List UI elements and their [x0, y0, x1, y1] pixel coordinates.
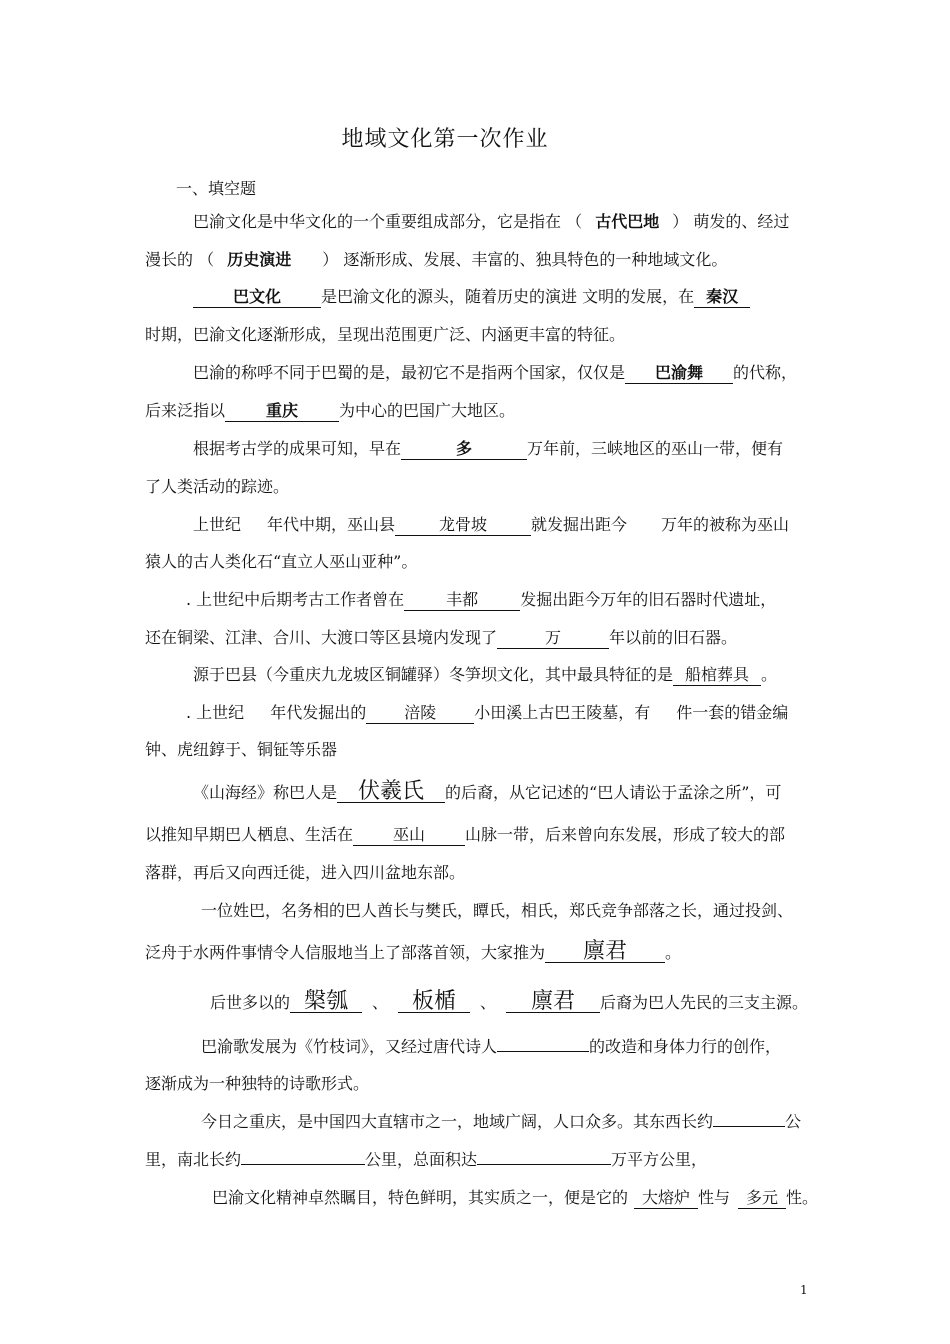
question-2-line-1: 巴文化 是巴渝文化的源头，随着历史的演进 文明的发展，在 秦汉 [193, 278, 750, 316]
answer-blank[interactable]: 廪君 [545, 942, 665, 963]
question-11: 后世多以的 槃瓠 、 板楯 、 廪君 后裔为巴人先民的三支主源。 [210, 989, 809, 1014]
answer-blank[interactable]: 巴文化 [193, 287, 321, 308]
answer-blank[interactable]: 槃瓠 [290, 992, 362, 1013]
question-9-line-3: 落群，再后又向西迁徙，进入四川盆地东部。 [145, 863, 466, 882]
answer-blank[interactable] [713, 1126, 785, 1127]
question-1-line-2: 漫长的 （ 历史演进 ） 逐渐形成、发展、丰富的、独具特色的一种地域文化。 [145, 250, 728, 269]
page-number: 1 [800, 1283, 808, 1297]
question-6-line-2: 还在铜梁、江津、合川、大渡口等区县境内发现了 万 年以前的旧石器。 [145, 628, 738, 647]
question-5-line-2: 猿人的古人类化石“直立人巫山亚种”。 [145, 552, 418, 571]
answer-blank[interactable]: 巫山 [353, 825, 465, 846]
question-8-line-2: 钟、虎纽錞于、铜钲等乐器 [145, 740, 338, 759]
answer-blank[interactable]: 多 [401, 439, 527, 460]
question-3-line-1: 巴渝的称呼不同于巴蜀的是，最初它不是指两个国家，仅仅是 巴渝舞 的代称， [193, 363, 798, 382]
question-10-line-2: 泛舟于水两件事情令人信服地当上了部落首领，大家推为 廪君 。 [145, 939, 682, 964]
answer-blank[interactable]: 历史演进 [227, 250, 292, 269]
answer-blank[interactable] [477, 1164, 611, 1165]
question-12-line-2: 逐渐成为一种独特的诗歌形式。 [145, 1074, 370, 1093]
answer-blank[interactable]: 板楯 [398, 992, 470, 1013]
question-13-line-1: 今日之重庆，是中国四大直辖市之一，地域广阔，人口众多。其东西长约 公 [201, 1112, 802, 1131]
question-7: 源于巴县（今重庆九龙坡区铜罐驿）冬笋坝文化，其中最具特征的是 船棺葬具 。 [193, 665, 778, 684]
answer-blank[interactable]: 伏羲氏 [337, 782, 445, 803]
answer-blank[interactable]: 廪君 [506, 992, 600, 1013]
question-2-line-2: 时期，巴渝文化逐渐形成，呈现出范围更广泛、内涵更丰富的特征。 [145, 325, 626, 344]
question-8-line-1: . 上世纪 年代发掘出的 涪陵 小田溪上古巴王陵墓，有 件一套的错金编 [186, 703, 789, 722]
question-13-line-2: 里，南北长约 公里，总面积达 万平方公里， [145, 1150, 708, 1169]
answer-blank[interactable]: 巴渝舞 [625, 363, 733, 384]
answer-blank[interactable]: 重庆 [225, 401, 339, 422]
question-6-line-1: . 上世纪中后期考古工作者曾在 丰都 发掘出距今万年的旧石器时代遗址， [186, 590, 777, 609]
answer-blank[interactable]: 龙骨坡 [395, 515, 531, 536]
page-title: 地域文化第一次作业 [341, 127, 549, 152]
question-5-line-1: 上世纪 年代中期，巫山县 龙骨坡 就发掘出距今 万年的被称为巫山 [193, 515, 790, 534]
question-1-line-1: 巴渝文化是中华文化的一个重要组成部分，它是指在 （ 古代巴地 ） 萌发的、经过 [193, 212, 790, 231]
section-heading: 一、填空题 [176, 179, 257, 198]
question-9-line-1: 《山海经》称巴人是 伏羲氏 的后裔，从它记述的“巴人请讼于孟涂之所”，可 [193, 779, 782, 804]
question-4-line-2: 了人类活动的踪迹。 [145, 477, 290, 496]
question-9-line-2: 以推知早期巴人栖息、生活在 巫山 山脉一带，后来曾向东发展，形成了较大的部 [145, 825, 786, 844]
answer-blank[interactable]: 大熔炉 [634, 1188, 698, 1209]
question-10-line-1: 一位姓巴，名务相的巴人酋长与樊氏，瞫氏，相氏，郑氏竞争部落之长，通过投剑、 [201, 901, 794, 920]
answer-blank[interactable]: 船棺葬具 [673, 665, 761, 686]
answer-blank[interactable]: 涪陵 [366, 703, 474, 724]
question-14: 巴渝文化精神卓然瞩目，特色鲜明，其实质之一，便是它的 大熔炉 性与 多元 性。 [212, 1188, 819, 1207]
answer-blank[interactable]: 丰都 [404, 590, 520, 611]
question-3-line-2: 后来泛指以 重庆 为中心的巴国广大地区。 [145, 401, 516, 420]
answer-blank[interactable]: 多元 [738, 1188, 786, 1209]
answer-blank[interactable] [241, 1164, 365, 1165]
question-4-line-1: 根据考古学的成果可知，早在 多 万年前，三峡地区的巫山一带，便有 [193, 439, 784, 458]
question-12-line-1: 巴渝歌发展为《竹枝词》，又经过唐代诗人 的改造和身体力行的创作， [201, 1037, 782, 1056]
answer-blank[interactable]: 秦汉 [694, 287, 750, 308]
answer-blank[interactable]: 万 [497, 628, 609, 649]
answer-blank[interactable] [497, 1051, 589, 1052]
answer-blank[interactable]: 古代巴地 [595, 212, 660, 231]
